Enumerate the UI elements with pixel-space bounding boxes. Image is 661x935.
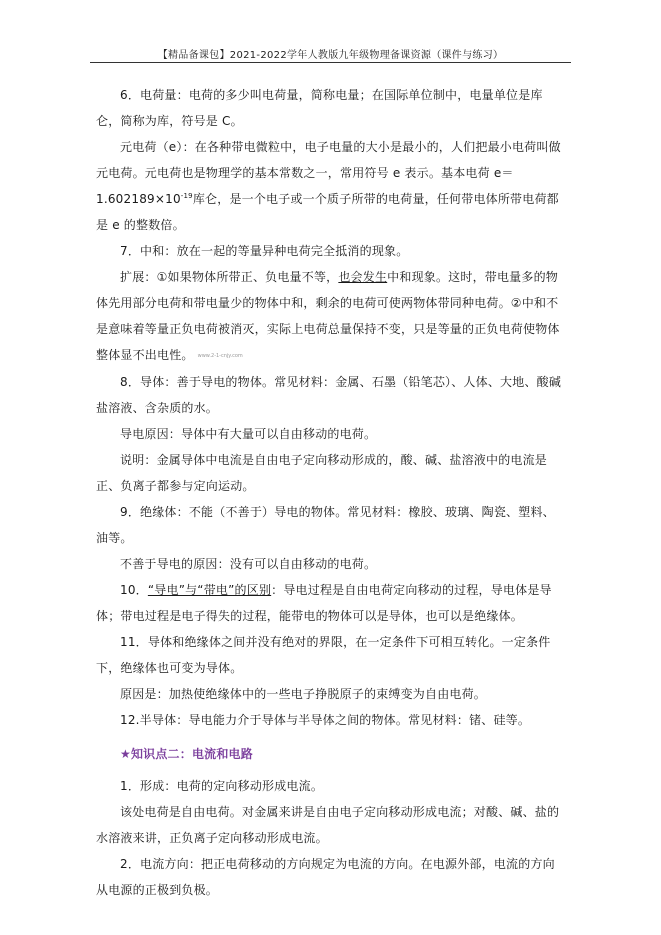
para-current-formation: 1．形成：电荷的定向移动形成电流。	[120, 778, 324, 793]
para-neutralization: 7．中和：放在一起的等量异种电荷完全抵消的现象。	[120, 244, 409, 258]
para-elementary-charge	[96, 134, 566, 238]
difference-number: 10．	[120, 582, 148, 597]
para-insulator: 9．绝缘体：不能（不善于）导电的物体。常见材料：橡胶、玻璃、陶瓷、塑料、油等。	[96, 504, 555, 545]
para-charge-quantity: 6．电荷量：电荷的多少叫电荷量，简称电量；在国际单位制中，电量单位是库仑，简称为库，符号是 C。	[96, 88, 543, 128]
document-body	[96, 82, 566, 903]
para-current-direction: 2．电流方向：把正电荷移动的方向规定为电流的方向。在电源外部，电流的方向从电源的正极到负极。	[96, 856, 555, 897]
header-divider	[90, 62, 571, 63]
para-boundary-reason: 原因是：加热使绝缘体中的一些电子挣脱原子的束缚变为自由电荷。	[120, 686, 487, 701]
section-heading: ★知识点二：电流和电路	[120, 746, 253, 761]
elementary-charge-text-b: 库仑，是一个电子或一个质子所带的电荷量，任何带电体所带电荷都是 e 的整数倍。	[96, 192, 559, 232]
extension-text-a: 扩展：①如果物体所带正、负电量不等，	[120, 270, 339, 284]
para-boundary: 11．导体和绝缘体之间并没有绝对的界限，在一定条件下可相互转化。一定条件下，绝缘体也可变为导体。	[96, 634, 551, 675]
para-extension	[96, 264, 566, 369]
extension-underlined: 也会发生	[338, 270, 388, 284]
para-conduction-reason: 导电原因：导体中有大量可以自由移动的电荷。	[120, 426, 377, 441]
extension-text-b: 中和现象。这时，带电量多的物体先用部分电荷和带电量少的物体中和，剩余的电荷可使两物体带同种电荷。②中和不是意味着等量正负电荷被消灭，实际上电荷总量保持不变，只是等量的正负电荷使物体整体显不出电性。	[96, 270, 560, 362]
exponent: -19	[180, 192, 193, 200]
para-semiconductor: 12.半导体：导电能力介于导体与半导体之间的物体。常见材料：锗、硅等。	[120, 712, 531, 727]
difference-text: ：导电过程是自由电荷定向移动的过程，导电体是导体；带电过程是电子得失的过程，能带电的物体可以是导体，也可以是绝缘体。	[96, 582, 552, 623]
para-difference	[96, 577, 566, 629]
watermark: www.2-1-cnjy.com	[197, 352, 243, 359]
page-header: 【精品备课包】2021-2022学年人教版九年级物理备课资源（课件与练习）	[157, 50, 504, 61]
elementary-charge-text-a: 元电荷（e）：在各种带电微粒中，电子电量的大小是最小的，人们把最小电荷叫做元电荷。元电荷也是物理学的基本常数之一，常用符号 e 表示。基本电荷 e＝1.602189×10	[96, 140, 561, 206]
para-free-charge: 该处电荷是自由电荷。对金属来讲是自由电子定向移动形成电流；对酸、碱、盐的水溶液来讲，正负离子定向移动形成电流。	[96, 804, 560, 845]
para-insulator-reason: 不善于导电的原因：没有可以自由移动的电荷。	[120, 556, 377, 571]
difference-underlined: “导电”与“带电”的区别	[147, 582, 272, 597]
para-conductor: 8．导体：善于导电的物体。常见材料：金属、石墨（铅笔芯）、人体、大地、酸碱盐溶液、含杂质的水。	[96, 374, 562, 415]
para-explanation: 说明：金属导体中电流是自由电子定向移动形成的，酸、碱、盐溶液中的电流是正、负离子都参与定向运动。	[96, 452, 548, 493]
